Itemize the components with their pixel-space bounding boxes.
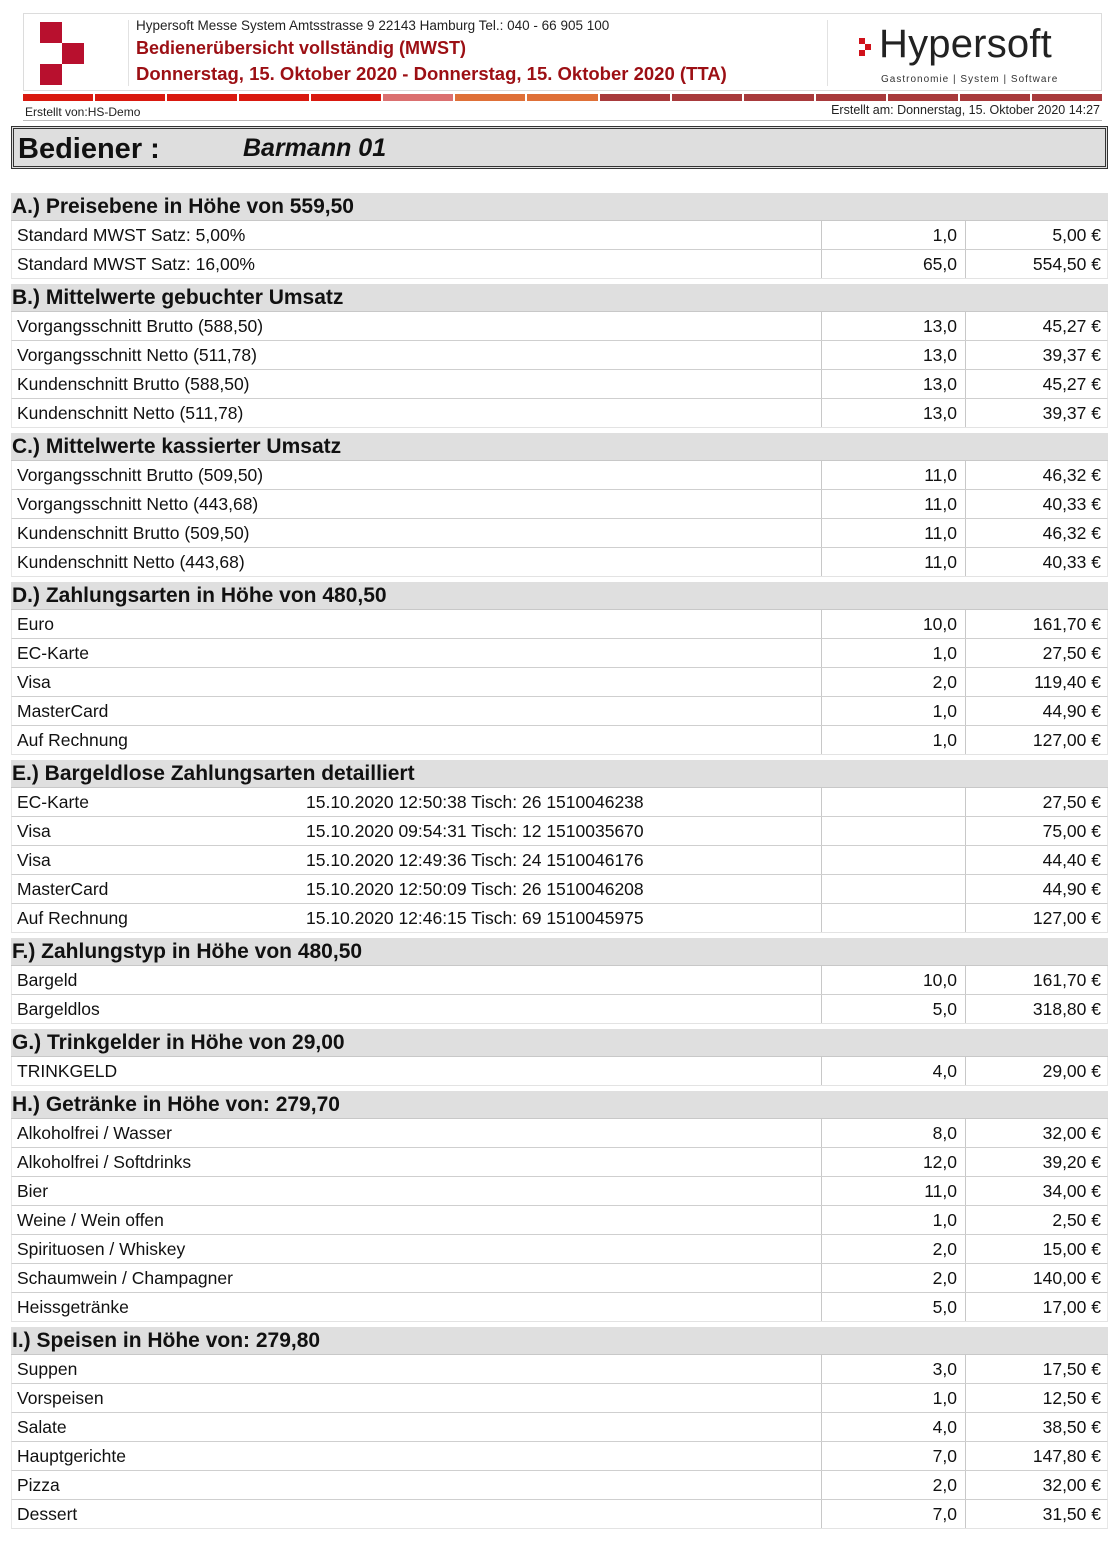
color-bar-segment (455, 94, 525, 101)
report-section (11, 582, 1108, 755)
color-bar-segment (239, 94, 309, 101)
table-row (11, 726, 1108, 755)
row-quantity: 12,0 (822, 1148, 966, 1176)
table-row (11, 519, 1108, 548)
color-bar-segment (672, 94, 742, 101)
table-row (11, 1206, 1108, 1235)
section-rows (11, 1355, 1108, 1529)
section-rows (11, 461, 1108, 577)
brand-tagline: Gastronomie | System | Software (881, 74, 1059, 85)
table-row (11, 1293, 1108, 1322)
row-amount: 34,00 € (1042, 1181, 1101, 1201)
row-quantity: 3,0 (822, 1355, 966, 1383)
row-label: Schaumwein / Champagner (12, 1264, 822, 1292)
row-amount: 39,20 € (1042, 1152, 1101, 1172)
color-bar-segment (527, 94, 597, 101)
table-row (11, 668, 1108, 697)
color-bar-segment (23, 94, 93, 101)
row-amount: 38,50 € (1042, 1417, 1101, 1437)
section-rows (11, 221, 1108, 279)
color-bar-segment (888, 94, 958, 101)
table-row (11, 904, 1108, 933)
row-quantity: 1,0 (822, 1206, 966, 1234)
table-row (11, 788, 1108, 817)
row-amount: 46,32 € (1042, 465, 1101, 485)
row-quantity: 4,0 (822, 1413, 966, 1441)
color-bar-segment (816, 94, 886, 101)
row-amount: 75,00 € (1042, 821, 1101, 841)
table-row (11, 221, 1108, 250)
row-amount: 27,50 € (1042, 792, 1101, 812)
row-amount: 31,50 € (1042, 1504, 1101, 1524)
section-title: B.) Mittelwerte gebuchter Umsatz (11, 284, 1108, 312)
row-label: Alkoholfrei / Wasser (12, 1119, 822, 1147)
row-label: Visa (17, 821, 51, 841)
row-label-cell (12, 875, 822, 903)
table-row (11, 341, 1108, 370)
row-amount: 46,32 € (1042, 523, 1101, 543)
row-quantity (822, 817, 966, 845)
row-amount: 29,00 € (1042, 1061, 1101, 1081)
table-row (11, 1264, 1108, 1293)
row-label: Visa (12, 668, 822, 696)
row-quantity: 2,0 (822, 1471, 966, 1499)
section-title: C.) Mittelwerte kassierter Umsatz (11, 433, 1108, 461)
row-label: Suppen (12, 1355, 822, 1383)
row-quantity (822, 846, 966, 874)
color-bar-segment (167, 94, 237, 101)
row-amount: 127,00 € (1032, 730, 1101, 750)
table-row (11, 1235, 1108, 1264)
row-amount: 32,00 € (1042, 1475, 1101, 1495)
row-label: MasterCard (12, 697, 822, 725)
report-header (23, 13, 1102, 91)
table-row (11, 966, 1108, 995)
report-date-range: Donnerstag, 15. Oktober 2020 - Donnerstag, 15. Oktober 2020 (TTA) (136, 63, 727, 84)
section-title: E.) Bargeldlose Zahlungsarten detailliert (11, 760, 1108, 788)
row-label: Salate (12, 1413, 822, 1441)
row-quantity: 11,0 (822, 548, 966, 576)
table-row (11, 1119, 1108, 1148)
row-label: Pizza (12, 1471, 822, 1499)
section-title: D.) Zahlungsarten in Höhe von 480,50 (11, 582, 1108, 610)
header-divider (128, 20, 129, 86)
row-label: Spirituosen / Whiskey (12, 1235, 822, 1263)
row-quantity: 5,0 (822, 1293, 966, 1321)
row-quantity: 13,0 (822, 341, 966, 369)
row-quantity: 11,0 (822, 490, 966, 518)
table-row (11, 399, 1108, 428)
row-label: Vorgangsschnitt Brutto (588,50) (12, 312, 822, 340)
row-amount: 147,80 € (1032, 1446, 1101, 1466)
brand-logo (859, 24, 1099, 90)
row-label: Bargeld (12, 966, 822, 994)
report-section (11, 760, 1108, 933)
row-detail: 15.10.2020 12:50:38 Tisch: 26 1510046238 (306, 792, 644, 812)
report-section (11, 1091, 1108, 1322)
color-bar-segment (600, 94, 670, 101)
row-quantity: 4,0 (822, 1057, 966, 1085)
table-row (11, 1471, 1108, 1500)
row-label: Vorgangsschnitt Netto (511,78) (12, 341, 822, 369)
row-quantity: 1,0 (822, 1384, 966, 1412)
report-section (11, 193, 1108, 279)
table-row (11, 995, 1108, 1024)
table-row (11, 875, 1108, 904)
report-title: Bedienerübersicht vollständig (MWST) (136, 38, 467, 58)
table-row (11, 461, 1108, 490)
row-detail: 15.10.2020 12:46:15 Tisch: 69 1510045975 (306, 908, 644, 928)
row-amount: 40,33 € (1042, 494, 1101, 514)
row-label-cell (12, 904, 822, 932)
row-amount: 40,33 € (1042, 552, 1101, 572)
row-label: Visa (17, 850, 51, 870)
report-section (11, 1327, 1108, 1529)
table-row (11, 312, 1108, 341)
table-row (11, 1148, 1108, 1177)
row-amount: 161,70 € (1032, 970, 1101, 990)
hypersoft-logo-icon (40, 22, 88, 86)
table-row (11, 1442, 1108, 1471)
row-quantity: 13,0 (822, 312, 966, 340)
row-detail: 15.10.2020 12:50:09 Tisch: 26 1510046208 (306, 879, 644, 899)
section-rows (11, 788, 1108, 933)
report-section (11, 1029, 1108, 1086)
table-row (11, 817, 1108, 846)
table-row (11, 610, 1108, 639)
color-bar-segment (95, 94, 165, 101)
section-title: A.) Preisebene in Höhe von 559,50 (11, 193, 1108, 221)
row-amount: 12,50 € (1042, 1388, 1101, 1408)
row-label: Heissgetränke (12, 1293, 822, 1321)
row-label-cell (12, 817, 822, 845)
row-amount: 140,00 € (1032, 1268, 1101, 1288)
row-quantity: 13,0 (822, 370, 966, 398)
report-section (11, 284, 1108, 428)
row-label: Kundenschnitt Brutto (509,50) (12, 519, 822, 547)
row-label: Kundenschnitt Netto (511,78) (12, 399, 822, 427)
color-bar-segment (744, 94, 814, 101)
row-quantity: 1,0 (822, 639, 966, 667)
table-row (11, 490, 1108, 519)
row-amount: 2,50 € (1052, 1210, 1101, 1230)
row-label: Bier (12, 1177, 822, 1205)
report-sections (11, 193, 1108, 1534)
row-quantity (822, 904, 966, 932)
row-label: Dessert (12, 1500, 822, 1528)
row-label: Vorgangsschnitt Brutto (509,50) (12, 461, 822, 489)
row-quantity: 2,0 (822, 1264, 966, 1292)
row-label: MasterCard (17, 879, 109, 899)
operator-banner (11, 126, 1108, 169)
row-quantity: 11,0 (822, 519, 966, 547)
row-label: EC-Karte (17, 792, 89, 812)
row-label: Bargeldlos (12, 995, 822, 1023)
color-bar-segment (1032, 94, 1102, 101)
table-row (11, 1057, 1108, 1086)
row-amount: 39,37 € (1042, 345, 1101, 365)
row-amount: 45,27 € (1042, 316, 1101, 336)
row-amount: 44,90 € (1042, 701, 1101, 721)
table-row (11, 1355, 1108, 1384)
row-amount: 32,00 € (1042, 1123, 1101, 1143)
row-quantity: 1,0 (822, 697, 966, 725)
row-amount: 17,00 € (1042, 1297, 1101, 1317)
row-label: Euro (12, 610, 822, 638)
row-quantity: 2,0 (822, 668, 966, 696)
row-label: Auf Rechnung (17, 908, 128, 928)
row-amount: 44,40 € (1042, 850, 1101, 870)
table-row (11, 1384, 1108, 1413)
row-label: TRINKGELD (12, 1057, 822, 1085)
row-amount: 45,27 € (1042, 374, 1101, 394)
row-amount: 318,80 € (1032, 999, 1101, 1019)
table-row (11, 639, 1108, 668)
header-divider (827, 20, 828, 86)
section-title: I.) Speisen in Höhe von: 279,80 (11, 1327, 1108, 1355)
table-row (11, 370, 1108, 399)
row-amount: 27,50 € (1042, 643, 1101, 663)
table-row (11, 548, 1108, 577)
table-row (11, 1413, 1108, 1442)
row-label: Vorspeisen (12, 1384, 822, 1412)
row-label: Standard MWST Satz: 16,00% (12, 250, 822, 278)
row-quantity: 8,0 (822, 1119, 966, 1147)
section-rows (11, 966, 1108, 1024)
row-amount: 17,50 € (1042, 1359, 1101, 1379)
section-title: H.) Getränke in Höhe von: 279,70 (11, 1091, 1108, 1119)
table-row (11, 846, 1108, 875)
color-bar-segment (383, 94, 453, 101)
row-quantity: 11,0 (822, 461, 966, 489)
row-amount: 5,00 € (1052, 225, 1101, 245)
table-row (11, 1500, 1108, 1529)
row-quantity: 11,0 (822, 1177, 966, 1205)
color-bar-segment (311, 94, 381, 101)
row-quantity: 65,0 (822, 250, 966, 278)
row-quantity (822, 788, 966, 816)
row-label: Kundenschnitt Brutto (588,50) (12, 370, 822, 398)
row-amount: 161,70 € (1032, 614, 1101, 634)
row-quantity: 10,0 (822, 610, 966, 638)
row-detail: 15.10.2020 12:49:36 Tisch: 24 1510046176 (306, 850, 644, 870)
row-quantity: 13,0 (822, 399, 966, 427)
table-row (11, 250, 1108, 279)
section-rows (11, 1119, 1108, 1322)
section-rows (11, 1057, 1108, 1086)
row-quantity: 7,0 (822, 1442, 966, 1470)
color-bar-segment (960, 94, 1030, 101)
decorative-color-bar (23, 94, 1102, 101)
row-quantity: 5,0 (822, 995, 966, 1023)
section-title: F.) Zahlungstyp in Höhe von 480,50 (11, 938, 1108, 966)
row-quantity: 7,0 (822, 1500, 966, 1528)
row-label: Vorgangsschnitt Netto (443,68) (12, 490, 822, 518)
row-label: Standard MWST Satz: 5,00% (12, 221, 822, 249)
report-section (11, 938, 1108, 1024)
table-row (11, 697, 1108, 726)
row-label-cell (12, 788, 822, 816)
created-by: Erstellt von:HS-Demo (25, 105, 141, 119)
row-amount: 39,37 € (1042, 403, 1101, 423)
brand-name: Hypersoft (879, 22, 1052, 66)
row-amount: 44,90 € (1042, 879, 1101, 899)
row-amount: 15,00 € (1042, 1239, 1101, 1259)
brand-mark-icon (859, 38, 875, 56)
section-rows (11, 610, 1108, 755)
row-quantity (822, 875, 966, 903)
company-address: Hypersoft Messe System Amtsstrasse 9 22143 Hamburg Tel.: 040 - 66 905 100 (136, 18, 610, 33)
row-amount: 127,00 € (1032, 908, 1101, 928)
row-label-cell (12, 846, 822, 874)
row-detail: 15.10.2020 09:54:31 Tisch: 12 1510035670 (306, 821, 644, 841)
row-quantity: 1,0 (822, 221, 966, 249)
operator-name: Barmann 01 (243, 134, 387, 162)
divider (23, 120, 1102, 121)
row-quantity: 2,0 (822, 1235, 966, 1263)
table-row (11, 1177, 1108, 1206)
row-amount: 119,40 € (1034, 672, 1101, 692)
row-quantity: 1,0 (822, 726, 966, 754)
row-amount: 554,50 € (1032, 254, 1101, 274)
operator-label: Bediener : (18, 133, 160, 165)
section-title: G.) Trinkgelder in Höhe von 29,00 (11, 1029, 1108, 1057)
section-rows (11, 312, 1108, 428)
created-at: Erstellt am: Donnerstag, 15. Oktober 2020 14:27 (831, 103, 1100, 117)
row-label: Weine / Wein offen (12, 1206, 822, 1234)
row-label: Kundenschnitt Netto (443,68) (12, 548, 822, 576)
row-quantity: 10,0 (822, 966, 966, 994)
row-label: Auf Rechnung (12, 726, 822, 754)
row-label: Hauptgerichte (12, 1442, 822, 1470)
report-section (11, 433, 1108, 577)
row-label: EC-Karte (12, 639, 822, 667)
row-label: Alkoholfrei / Softdrinks (12, 1148, 822, 1176)
